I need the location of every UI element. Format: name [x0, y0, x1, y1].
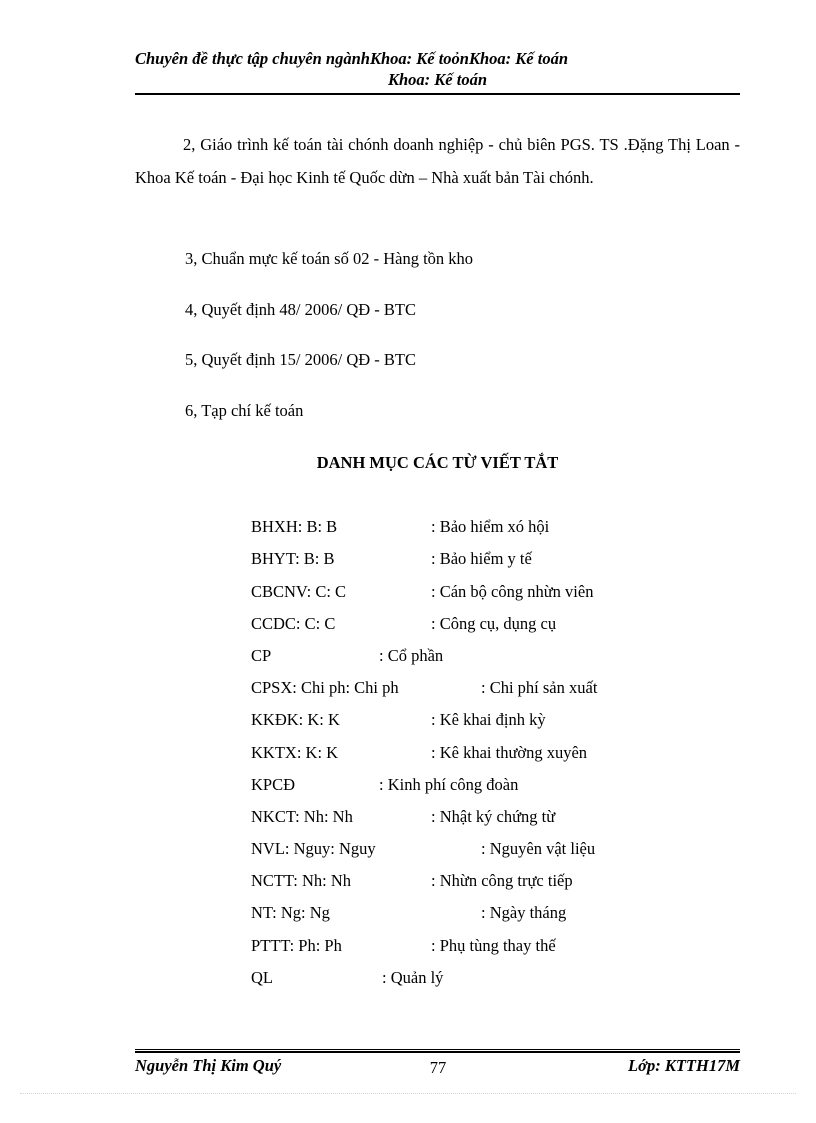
- abbreviation-meaning: : Cổ phần: [379, 646, 444, 665]
- abbreviation-meaning: : Công cụ, dụng cụ: [431, 614, 557, 633]
- abbreviation-code: QL: [251, 968, 273, 987]
- footer-author: Nguyễn Thị Kim Quý: [135, 1056, 282, 1075]
- abbreviation-code: CBCNV: C: C: [251, 582, 347, 601]
- abbreviation-code: BHXH: B: B: [251, 517, 338, 536]
- reference-item-3: 3, Chuẩn mực kế toán số 02 - Hàng tồn kho: [185, 249, 474, 268]
- header-rule: [135, 93, 740, 95]
- abbreviation-meaning: : Bảo hiểm xó hội: [431, 517, 550, 536]
- page-edge-divider: [20, 1093, 796, 1094]
- reference-item-4: 4, Quyết định 48/ 2006/ QĐ - BTC: [185, 300, 416, 319]
- reference-item-5: 5, Quyết định 15/ 2006/ QĐ - BTC: [185, 350, 416, 369]
- abbreviation-meaning: : Cán bộ công nhừn viên: [431, 582, 594, 601]
- abbreviation-code: NVL: Nguy: Nguy: [251, 839, 376, 858]
- abbreviation-code: NCTT: Nh: Nh: [251, 871, 352, 890]
- abbreviation-meaning: : Bảo hiểm y tế: [431, 549, 532, 568]
- reference-item-6: 6, Tạp chí kế toán: [185, 401, 304, 420]
- abbreviation-meaning: : Kinh phí công đoàn: [379, 775, 519, 794]
- footer-class: Lớp: KTTH17M: [628, 1056, 740, 1075]
- abbreviation-code: NT: Ng: Ng: [251, 903, 330, 922]
- header-line-1: Chuyên đề thực tập chuyên ngànhKhoa: Kế toỏnKhoa: Kế toán: [135, 49, 568, 68]
- page-number: 77: [429, 1058, 447, 1077]
- abbreviation-meaning: : Kê khai thường xuyên: [431, 743, 588, 762]
- abbreviation-code: KKTX: K: K: [251, 743, 339, 762]
- abbreviation-meaning: : Chi phí sản xuất: [481, 678, 598, 697]
- abbreviation-code: CCDC: C: C: [251, 614, 336, 633]
- abbreviation-meaning: : Ngày tháng: [481, 903, 567, 922]
- abbreviation-code: CP: [251, 646, 272, 665]
- page-header: [135, 48, 740, 90]
- abbreviations-title: DANH MỤC CÁC TỪ VIẾT TẮT: [316, 453, 559, 472]
- abbreviation-code: KKĐK: K: K: [251, 710, 340, 729]
- abbreviation-meaning: : Kê khai định kỳ: [431, 710, 546, 729]
- abbreviation-meaning: : Nguyên vật liệu: [481, 839, 596, 858]
- abbreviation-meaning: : Phụ tùng thay thế: [431, 936, 556, 955]
- abbreviation-code: CPSX: Chi ph: Chi ph: [251, 678, 399, 697]
- footer-rule: [135, 1049, 740, 1053]
- abbreviation-meaning: : Nhừn công trực tiếp: [431, 871, 573, 890]
- abbreviation-code: KPCĐ: [251, 775, 296, 794]
- abbreviation-code: NKCT: Nh: Nh: [251, 807, 353, 826]
- abbreviation-code: BHYT: B: B: [251, 549, 335, 568]
- abbreviation-meaning: : Quản lý: [382, 968, 444, 987]
- header-line-2: Khoa: Kế toán: [387, 70, 488, 89]
- abbreviation-code: PTTT: Ph: Ph: [251, 936, 342, 955]
- abbreviation-meaning: : Nhật ký chứng từ: [431, 807, 556, 826]
- reference-item-2: 2, Giáo trình kế toán tài chónh doanh nghiệp - chủ biên PGS. TS .Đặng Thị Loan - Khoa Kế toán - Đại học Kinh tế Quốc dừn – Nhà xuất bản Tài chónh.: [135, 135, 740, 187]
